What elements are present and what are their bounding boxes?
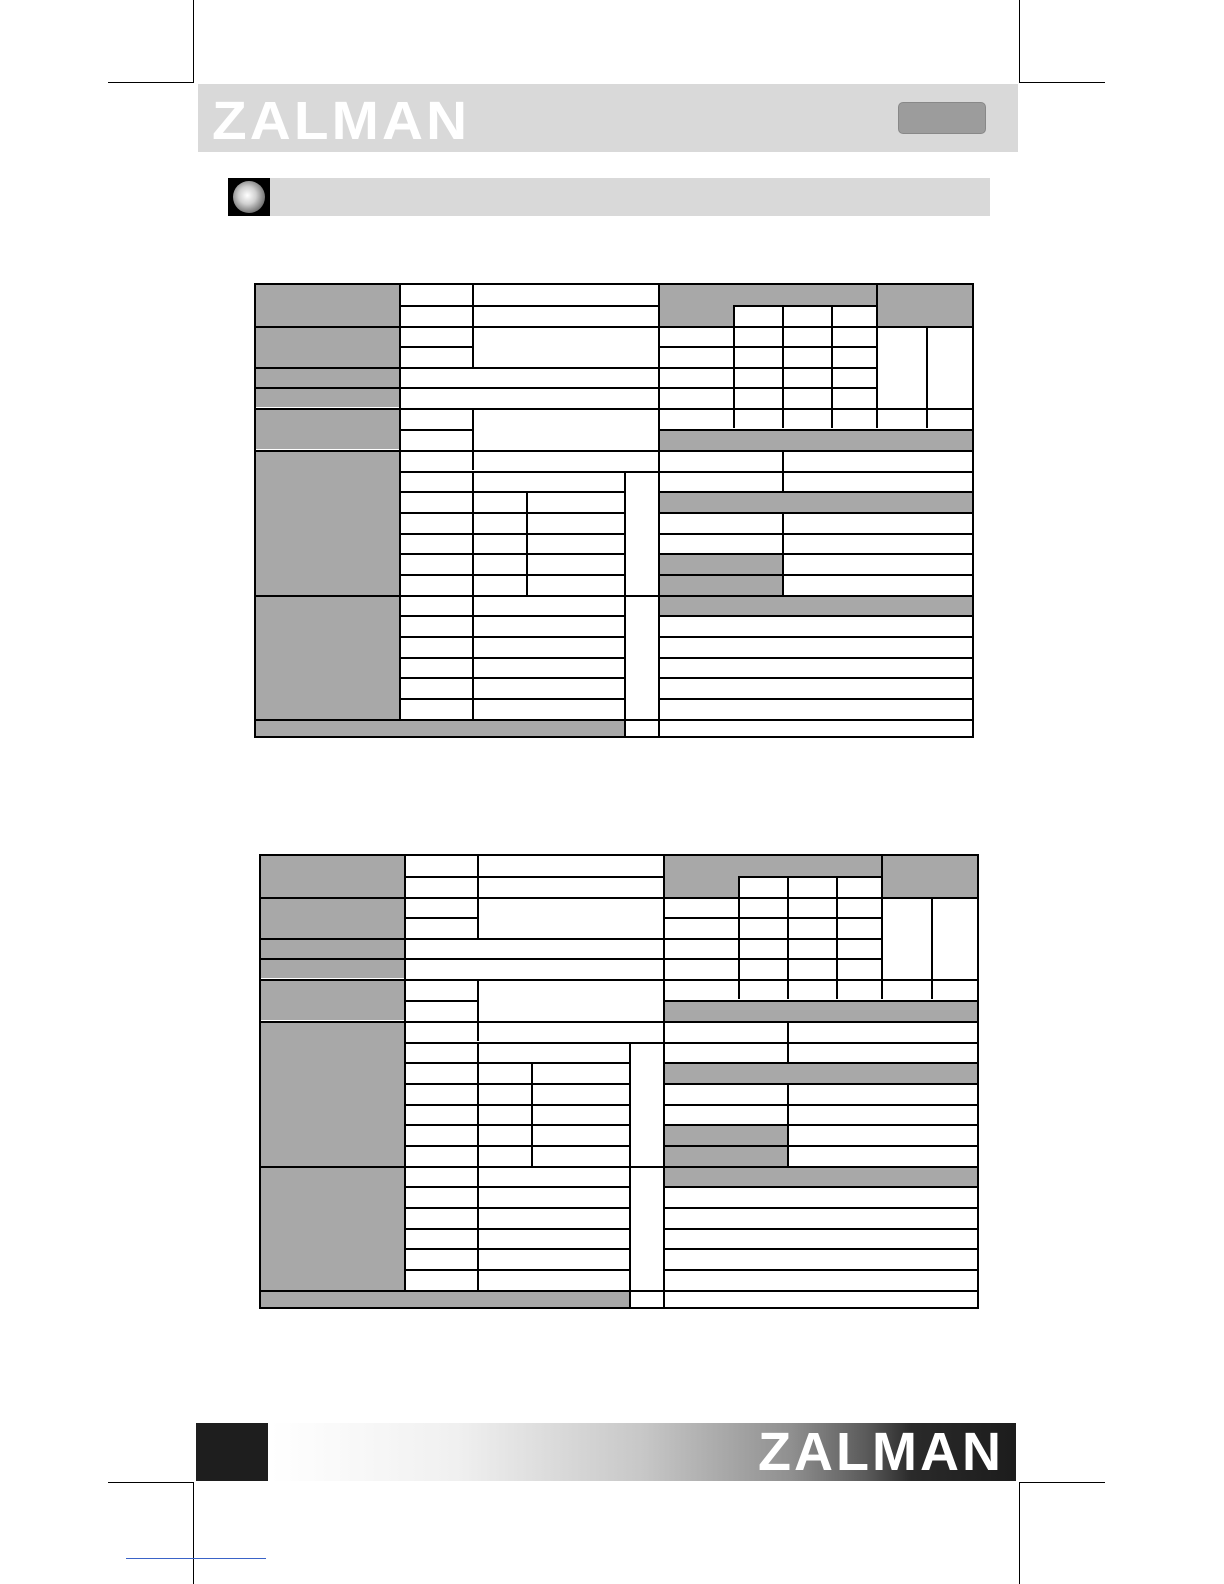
table-rule — [477, 856, 479, 938]
table-rule — [629, 1042, 631, 1307]
shaded-cell — [663, 856, 738, 897]
table-rule — [404, 1186, 629, 1188]
table-rule — [658, 491, 972, 493]
table-rule — [472, 305, 658, 307]
shaded-cell — [663, 1062, 977, 1083]
shaded-cell — [256, 719, 624, 736]
shaded-cell — [663, 1124, 787, 1145]
shaded-cell — [261, 1042, 404, 1166]
crop-mark — [1019, 1482, 1020, 1584]
table-rule — [404, 1145, 629, 1147]
table-rule — [399, 471, 972, 473]
table-rule — [399, 615, 624, 617]
page-number-box — [196, 1423, 268, 1481]
table-rule — [404, 1083, 629, 1085]
crop-mark — [108, 1482, 194, 1483]
table-rule — [658, 429, 972, 431]
shaded-cell — [876, 285, 972, 326]
shaded-cell — [658, 574, 782, 595]
shaded-cell — [663, 1145, 787, 1166]
table-rule — [399, 657, 624, 659]
table-rule — [624, 471, 626, 736]
shaded-cell — [261, 897, 404, 938]
table-rule — [399, 698, 624, 700]
table-rule — [399, 636, 624, 638]
shaded-cell — [261, 938, 404, 958]
page-header — [198, 84, 1018, 152]
table-rule — [526, 491, 528, 595]
table-rule — [663, 1062, 977, 1064]
table-rule — [477, 876, 663, 878]
table-rule — [477, 1042, 479, 1290]
table-rule — [787, 1021, 789, 1062]
table-rule — [404, 1124, 629, 1126]
table-rule — [399, 346, 472, 348]
footer-brand-logo: ZALMAN — [758, 1422, 1004, 1482]
table-rule — [399, 491, 624, 493]
crop-mark — [1019, 82, 1105, 83]
table-rule — [404, 856, 406, 1290]
shaded-cell — [663, 1166, 977, 1187]
shaded-cell — [256, 450, 399, 471]
table-rule — [782, 512, 784, 595]
table-rule — [256, 450, 972, 452]
table-rule — [399, 677, 624, 679]
table-rule — [261, 979, 977, 981]
table-rule — [663, 1186, 977, 1188]
table-rule — [404, 1042, 977, 1044]
table-rule — [399, 429, 472, 431]
table-rule — [663, 1124, 977, 1126]
table-rule — [663, 1228, 977, 1230]
table-rule — [658, 285, 660, 736]
shaded-cell — [261, 979, 404, 1020]
footer-band — [270, 1423, 1016, 1481]
shaded-cell — [658, 429, 972, 450]
crop-mark — [1019, 1482, 1105, 1483]
table-rule — [658, 636, 972, 638]
table-rule — [399, 285, 401, 719]
table-rule — [733, 305, 876, 307]
table-rule — [261, 1166, 977, 1168]
table-rule — [663, 1145, 977, 1147]
table-rule — [931, 897, 933, 999]
table-rule — [399, 512, 624, 514]
table-rule — [472, 471, 474, 719]
table-rule — [663, 917, 881, 919]
spec-table-1 — [254, 283, 974, 738]
crop-mark — [1019, 0, 1020, 83]
table-rule — [472, 408, 474, 470]
table-rule — [658, 346, 876, 348]
table-rule — [663, 1248, 977, 1250]
shaded-cell — [261, 1021, 404, 1042]
table-rule — [926, 326, 928, 428]
table-rule — [404, 1228, 629, 1230]
table-rule — [404, 1207, 629, 1209]
table-rule — [663, 1207, 977, 1209]
table-rule — [261, 1021, 977, 1023]
table-rule — [404, 917, 477, 919]
link-underline — [126, 1558, 266, 1559]
spec-table-2 — [259, 854, 979, 1309]
table-rule — [531, 1062, 533, 1166]
table-rule — [658, 698, 972, 700]
table-rule — [831, 305, 833, 428]
table-rule — [404, 1000, 477, 1002]
shaded-cell — [256, 471, 399, 595]
shaded-cell — [658, 285, 733, 326]
table-rule — [261, 897, 977, 899]
table-rule — [663, 856, 665, 1307]
table-rule — [404, 1269, 629, 1271]
table-rule — [404, 1104, 629, 1106]
table-rule — [663, 1000, 977, 1002]
table-rule — [256, 408, 972, 410]
shaded-cell — [256, 387, 399, 407]
table-rule — [787, 876, 789, 999]
table-rule — [663, 1083, 977, 1085]
shaded-cell — [658, 491, 972, 512]
table-rule — [663, 1269, 977, 1271]
shaded-cell — [658, 595, 972, 616]
sphere-bullet-icon — [233, 181, 265, 213]
shaded-cell — [738, 856, 881, 876]
crop-mark — [193, 1482, 194, 1584]
table-rule — [658, 553, 972, 555]
table-rule — [782, 305, 784, 428]
table-rule — [477, 979, 479, 1041]
table-rule — [658, 657, 972, 659]
table-rule — [658, 533, 972, 535]
crop-mark — [108, 82, 194, 83]
brand-logo: ZALMAN — [212, 91, 471, 151]
shaded-cell — [881, 856, 977, 897]
table-rule — [782, 450, 784, 491]
table-rule — [404, 1248, 629, 1250]
shaded-cell — [663, 1000, 977, 1021]
shaded-cell — [256, 285, 399, 326]
shaded-cell — [733, 285, 876, 305]
table-rule — [738, 876, 740, 999]
table-rule — [658, 615, 972, 617]
table-rule — [836, 876, 838, 999]
table-rule — [663, 1104, 977, 1106]
table-rule — [399, 553, 624, 555]
table-rule — [404, 876, 477, 878]
shaded-cell — [256, 408, 399, 449]
language-tab — [898, 102, 986, 134]
shaded-cell — [256, 595, 399, 719]
table-rule — [472, 285, 474, 367]
table-rule — [256, 595, 972, 597]
table-rule — [876, 285, 878, 428]
shaded-cell — [256, 326, 399, 367]
table-rule — [399, 305, 472, 307]
table-rule — [658, 512, 972, 514]
section-title-bar — [228, 178, 990, 216]
table-rule — [399, 574, 624, 576]
crop-mark — [193, 0, 194, 83]
table-rule — [738, 876, 881, 878]
table-rule — [256, 719, 972, 721]
table-rule — [787, 1083, 789, 1166]
shaded-cell — [658, 553, 782, 574]
table-rule — [261, 1290, 977, 1292]
table-rule — [658, 574, 972, 576]
bullet-box — [228, 178, 270, 216]
table-rule — [399, 533, 624, 535]
table-rule — [404, 1062, 629, 1064]
table-rule — [733, 305, 735, 428]
shaded-cell — [261, 958, 404, 978]
table-rule — [881, 856, 883, 999]
shaded-cell — [261, 1166, 404, 1290]
shaded-cell — [261, 856, 404, 897]
shaded-cell — [261, 1290, 629, 1307]
table-rule — [658, 677, 972, 679]
shaded-cell — [256, 367, 399, 387]
table-rule — [256, 326, 972, 328]
